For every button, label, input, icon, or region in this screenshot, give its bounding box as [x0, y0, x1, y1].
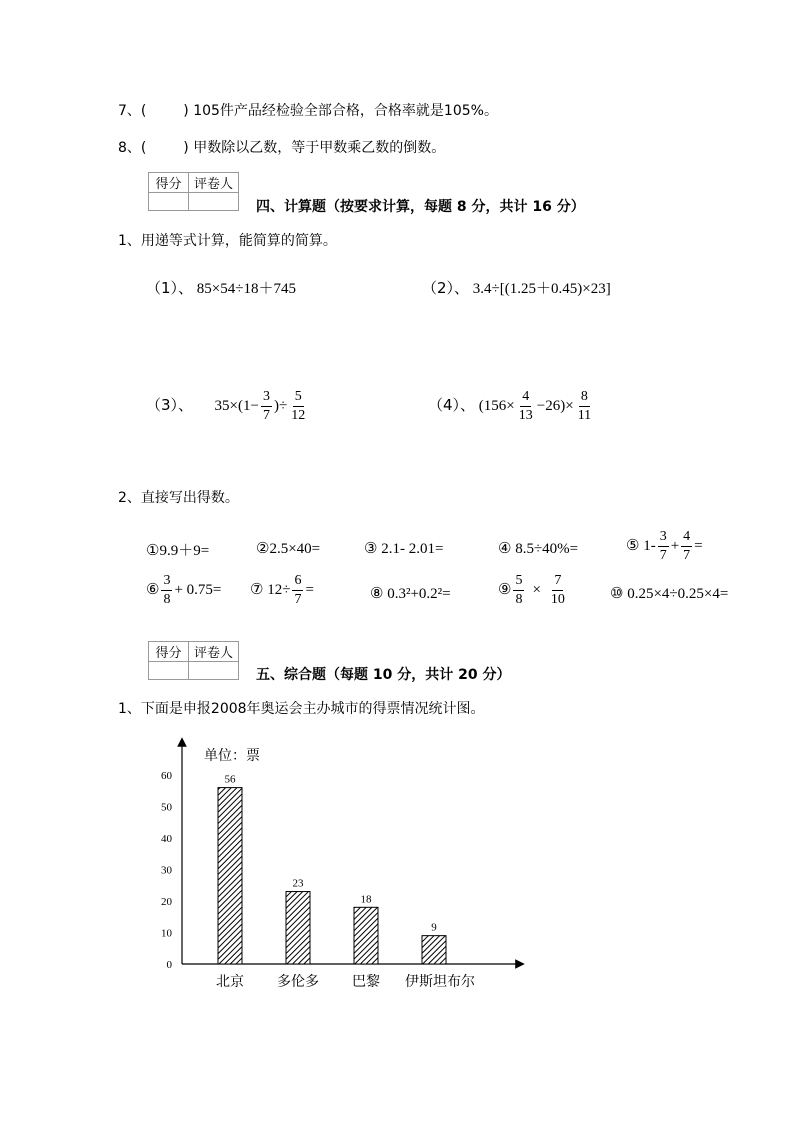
- bar-1: [286, 892, 310, 964]
- y-tick-label: 30: [161, 864, 172, 877]
- score-cell[interactable]: [149, 662, 189, 680]
- calc-problem-2-label: （2）、: [422, 279, 470, 297]
- category-label: 北京: [216, 974, 244, 990]
- calc-problem-1: [146, 277, 296, 298]
- calc-problem-3-label: （3）、: [146, 395, 194, 414]
- score-label: 得分: [149, 642, 189, 662]
- oral-calc-5: ⑤ 1- $\frac{3}{7}$ + $\frac{4}{7}$ =: [626, 529, 703, 563]
- category-label: 巴黎: [352, 974, 380, 990]
- fraction: $\frac{8}{11}$: [577, 389, 592, 423]
- fraction: $\frac{5}{12}$: [291, 389, 306, 423]
- calc-problem-2: [422, 277, 611, 298]
- y-tick-label: 40: [161, 833, 172, 845]
- fraction: $\frac{6}{7}$: [294, 573, 302, 607]
- fraction: $\frac{5}{8}$: [515, 573, 523, 607]
- y-tick-label: 10: [161, 927, 172, 940]
- judge-q7-number: 7、(: [118, 103, 147, 119]
- bar-value-label: 18: [360, 893, 372, 906]
- judge-q7-text: 105件产品经检验全部合格，合格率就是105%。: [193, 103, 498, 119]
- section4-q1: 1、用递等式计算，能简算的简算。: [118, 233, 337, 249]
- fraction: $\frac{4}{7}$: [683, 529, 691, 563]
- category-label: 伊斯坦布尔: [405, 974, 475, 990]
- judge-q7: [118, 100, 498, 120]
- oral-calc-3: ③ 2.1- 2.01=: [364, 541, 444, 557]
- judge-q8: [118, 137, 445, 157]
- judge-q7-close: ): [183, 103, 189, 119]
- fraction: $\frac{3}{7}$: [262, 389, 270, 423]
- calc-problem-1-expr: 85×54÷18＋745: [196, 281, 296, 297]
- bar-value-label: 23: [292, 877, 304, 890]
- section4-title: 四、计算题（按要求计算，每题 8 分，共计 16 分）: [256, 199, 585, 215]
- oral-calc-1: ①9.9＋9=: [146, 543, 210, 559]
- calc-problem-2-expr: 3.4÷[(1.25＋0.45)×23]: [472, 281, 611, 297]
- oral-calc-8: ⑧ 0.3²+0.2²=: [370, 586, 451, 602]
- fraction: $\frac{3}{7}$: [659, 529, 667, 563]
- grader-label: 评卷人: [189, 173, 239, 193]
- oral-calc-4: ④ 8.5÷40%=: [498, 541, 579, 557]
- bar-0: [218, 788, 242, 964]
- grader-cell[interactable]: [189, 662, 239, 680]
- chart-unit-label: 单位：票: [204, 748, 260, 764]
- bar-value-label: 9: [431, 921, 437, 934]
- calc-problem-1-label: （1）、: [146, 279, 194, 297]
- bar-3: [422, 936, 446, 964]
- oral-calc-9: ⑨ $\frac{5}{8}$ × $\frac{7}{10}$: [498, 573, 565, 607]
- section5-title: 五、综合题（每题 10 分，共计 20 分）: [256, 667, 511, 683]
- calc-problem-4: （4）、 (156× $\frac{4}{13}$ −26)× $\frac{8}{11}$: [428, 389, 592, 423]
- fraction: $\frac{3}{8}$: [163, 573, 171, 607]
- category-label: 多伦多: [277, 974, 319, 990]
- oral-calc-10: ⑩ 0.25×4÷0.25×4=: [610, 586, 729, 602]
- fraction: $\frac{4}{13}$: [518, 389, 533, 423]
- calc-problem-3: （3）、 35×(1− $\frac{3}{7}$ )÷ $\frac{5}{12}$: [146, 389, 306, 423]
- judge-q8-text: 甲数除以乙数，等于甲数乘乙数的倒数。: [193, 140, 446, 156]
- judge-q8-number: 8、(: [118, 140, 147, 156]
- oral-calc-2: ②2.5×40=: [256, 541, 321, 557]
- oral-calc-7: ⑦ 12÷ $\frac{6}{7}$ =: [250, 573, 314, 607]
- score-cell[interactable]: [149, 193, 189, 211]
- oral-calc-6: ⑥ $\frac{3}{8}$ + 0.75=: [146, 573, 222, 607]
- section5-q1: 1、下面是申报2008年奥运会主办城市的得票情况统计图。: [118, 701, 485, 717]
- score-label: 得分: [149, 173, 189, 193]
- y-tick-label: 20: [161, 896, 172, 908]
- bar-value-label: 56: [224, 773, 236, 786]
- fraction: $\frac{7}{10}$: [550, 573, 565, 607]
- bar-2: [354, 907, 378, 964]
- y-tick-label: 0: [166, 959, 172, 971]
- calc-problem-4-label: （4）、: [428, 395, 476, 414]
- score-box-section4: [148, 172, 239, 211]
- score-box-section5: [148, 641, 239, 680]
- section4-q2: 2、直接写出得数。: [118, 490, 239, 506]
- judge-q8-close: ): [183, 140, 189, 156]
- y-tick-label: 50: [161, 801, 172, 814]
- grader-label: 评卷人: [189, 642, 239, 662]
- grader-cell[interactable]: [189, 193, 239, 211]
- y-tick-label: 60: [161, 770, 172, 782]
